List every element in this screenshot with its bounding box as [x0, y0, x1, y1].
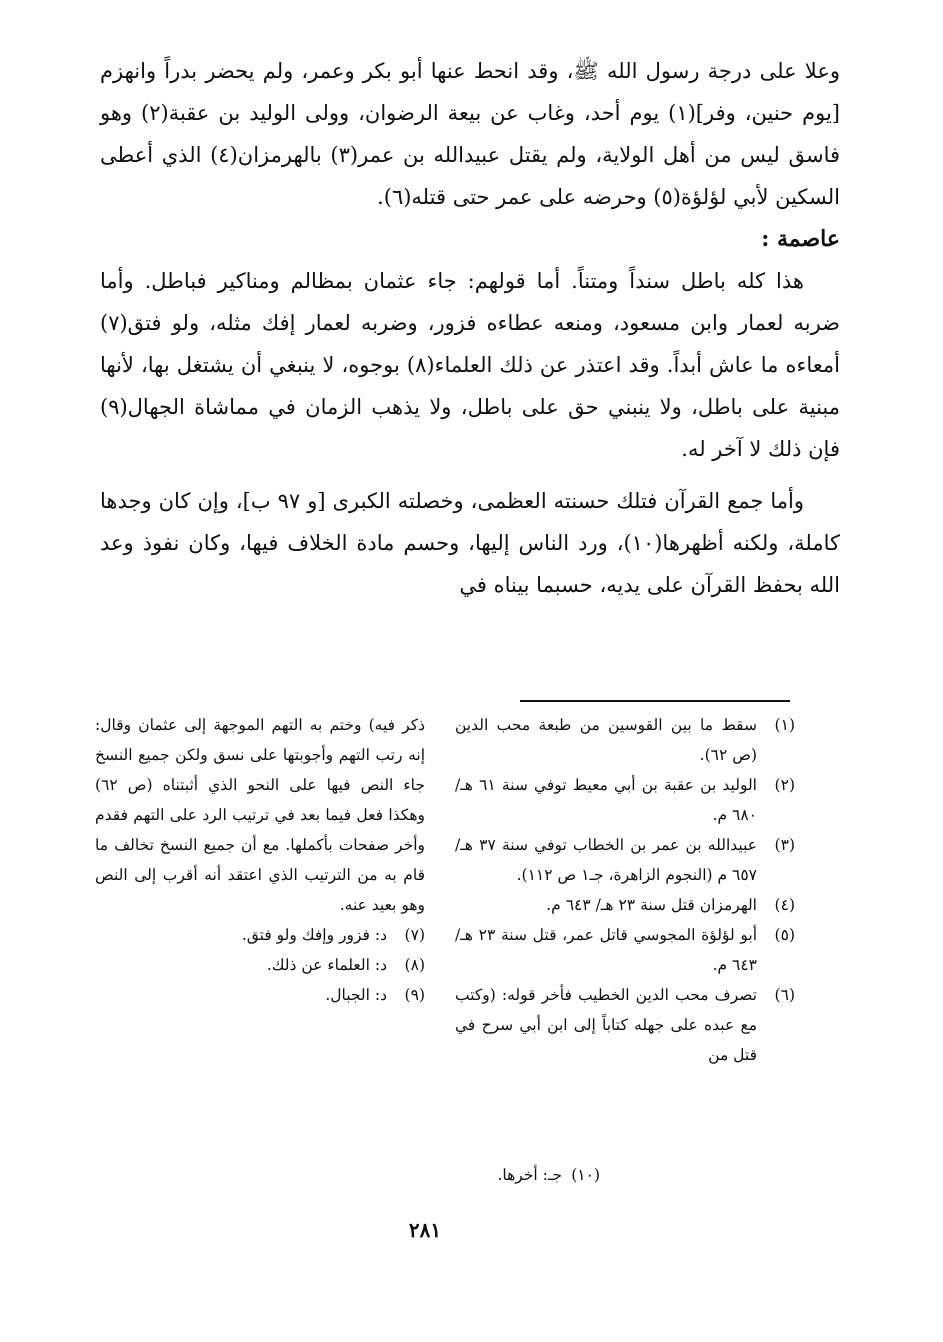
footnote-number: (٩) [404, 986, 425, 1004]
footnote-text: تصرف محب الدين الخطيب فأخر قوله: (وكتب مع عبده على جهله كتاباً إلى ابن أبي سرح في قتل من [455, 986, 757, 1064]
footnote-number: (٤) [774, 896, 795, 914]
footnote [455, 830, 795, 890]
footnote-number: (٣) [774, 836, 795, 854]
main-text [100, 50, 840, 606]
footnote [455, 980, 795, 1070]
footnote [95, 920, 425, 950]
footnote [455, 920, 795, 980]
footnotes-left-column [95, 710, 425, 1010]
footnote-number: (٦) [774, 986, 795, 1004]
footnote-text: عبيدالله بن عمر بن الخطاب توفي سنة ٣٧ هـ/ ٦٥٧ م (النجوم الزاهرة، جـ١ ص ١١٢). [455, 836, 758, 884]
footnote-text: سقط ما بين القوسين من طبعة محب الدين (ص ٦٢). [455, 716, 757, 764]
footnote [95, 950, 425, 980]
footnote-text: د: فزور وإفك ولو فتق. [241, 926, 387, 944]
footnote-divider [520, 700, 790, 702]
footnote-text: أبو لؤلؤة المجوسي قاتل عمر، قتل سنة ٢٣ هـ/ ٦٤٣ م. [455, 926, 757, 974]
footnote [455, 770, 795, 830]
section-heading: عاصمة : [761, 226, 840, 252]
footnote-text: د: الجبال. [325, 986, 387, 1004]
footnote-number: (٥) [774, 926, 795, 944]
footnote-text: الهرمزان قتل سنة ٢٣ هـ/ ٦٤٣ م. [546, 896, 757, 914]
footnote-number: (٧) [404, 926, 425, 944]
paragraph-3: وأما جمع القرآن فتلك حسنته العظمى، وخصلته الكبرى [و ٩٧ ب]، وإن كان وجدها كاملة، ولكنه أظهرها(١٠)، ورد الناس إليها، وحسم مادة الخلاف فيها، وكان نفوذ وعد الله بحفظ القرآن على يديه، حسبما بيناه في [100, 489, 840, 597]
footnote [95, 980, 425, 1010]
footnote-text: جـ: أخرها. [497, 1166, 562, 1184]
footnote-number: (٨) [404, 956, 425, 974]
page-number: ٢٨١ [408, 1218, 442, 1242]
footnote [455, 710, 795, 770]
footnote [455, 890, 795, 920]
footnote-continuation: ذكر فيه) وختم به التهم الموجهة إلى عثمان وقال: إنه رتب التهم وأجوبتها على نسق ولكن جميع النسخ جاء النص فيها على النحو الذي أثبتناه (ص ٦٢) وهكذا فعل فيما بعد في ترتيب الرد على التهم فقدم وأخر صفحات بأكملها. مع أن جميع النسخ تخالف ما قام به من الترتيب الذي اعتقد أنه أقرب إلى النص وهو بعيد عنه. [95, 716, 425, 914]
paragraph-2: هذا كله باطل سنداً ومتناً. أما قولهم: جاء عثمان بمظالم ومناكير فباطل. وأما ضربه لعمار وابن مسعود، ومنعه عطاءه فزور، وضربه لعمار إفك مثله، ولو فتق(٧) أمعاءه ما عاش أبداً. وقد اعتذر عن ذلك العلماء(٨) بوجوه، لا ينبغي أن يشتغل بها، لأنها مبنية على باطل، ولا ينبني حق على باطل، ولا يذهب الزمان في مماشاة الجهال(٩) فإن ذلك لا آخر له. [100, 269, 840, 461]
footnote-text: د: العلماء عن ذلك. [266, 956, 387, 974]
footnote-number: (١) [774, 716, 795, 734]
footnotes-right-column [455, 710, 795, 1070]
footnote-number: (٢) [774, 776, 795, 794]
paragraph-1: وعلا على درجة رسول الله ﷺ، وقد انحط عنها أبو بكر وعمر، ولم يحضر بدراً وانهزم [يوم حنين، وفر](١) يوم أحد، وغاب عن بيعة الرضوان، وولى الوليد بن عقبة(٢) وهو فاسق ليس من أهل الولاية، ولم يقتل عبيدالله بن عمر(٣) بالهرمزان(٤) الذي أعطى السكين لأبي لؤلؤة(٥) وحرضه على عمر حتى قتله(٦). [100, 59, 841, 209]
footnote-number: (١٠) [571, 1166, 600, 1184]
footnote-text: الوليد بن عقبة بن أبي معيط توفي سنة ٦١ هـ/ ٦٨٠ م. [455, 776, 757, 824]
footnote-10 [300, 1160, 600, 1190]
